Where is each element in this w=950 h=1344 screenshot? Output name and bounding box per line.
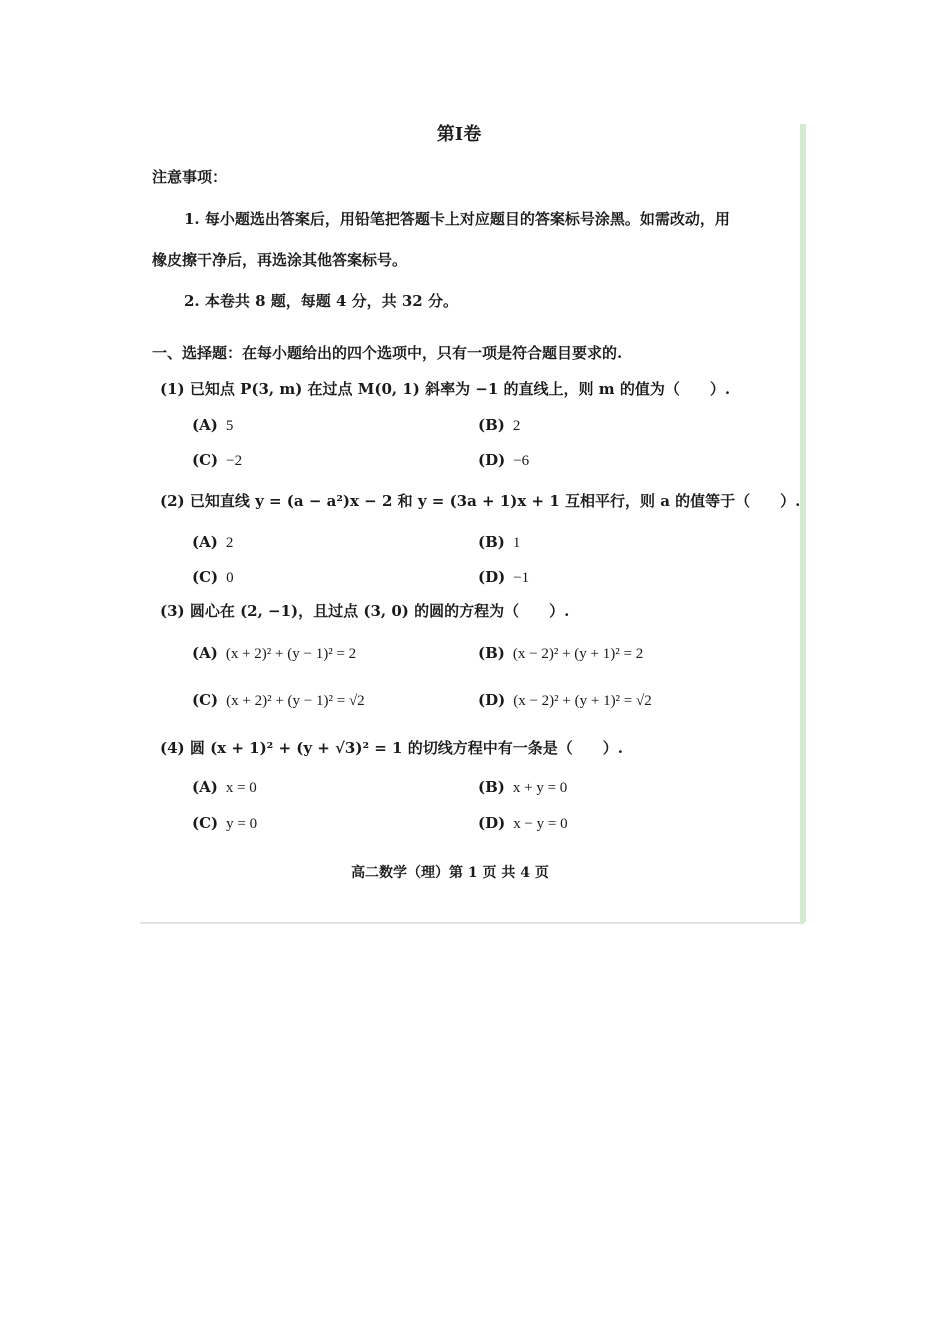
option-label: (C) xyxy=(192,451,219,469)
option-label: (D) xyxy=(478,451,506,469)
option-value: x = 0 xyxy=(225,780,257,796)
option-value: 5 xyxy=(225,418,234,434)
option-value: x − y = 0 xyxy=(513,816,568,832)
question-4-option-b xyxy=(478,777,567,798)
question-2-option-a xyxy=(192,532,233,553)
option-value: −1 xyxy=(513,570,530,586)
option-label: (D) xyxy=(478,814,506,832)
page-title: 第Ⅰ卷 xyxy=(436,124,482,145)
question-3-option-c xyxy=(192,690,365,711)
option-label: (A) xyxy=(192,533,218,551)
option-value: −6 xyxy=(513,453,530,469)
option-value: (x − 2)² + (y + 1)² = 2 xyxy=(512,646,644,662)
question-4-option-c xyxy=(192,813,257,834)
question-3-option-a xyxy=(192,643,356,664)
notice-2: 2. 本卷共 8 题，每题 4 分，共 32 分。 xyxy=(184,292,458,310)
option-value: 0 xyxy=(226,570,234,586)
option-label: (D) xyxy=(478,691,506,709)
question-2-option-b xyxy=(478,532,520,553)
option-label: (C) xyxy=(192,691,219,709)
option-label: (B) xyxy=(478,778,505,796)
option-value: 2 xyxy=(225,535,234,551)
option-value: y = 0 xyxy=(226,816,258,832)
question-3-stem: (3) 圆心在 (2, −1)，且过点 (3, 0) 的圆的方程为（ ）. xyxy=(160,602,570,620)
option-label: (A) xyxy=(192,416,218,434)
question-3-option-d xyxy=(478,690,652,711)
notice-1-line1: 1. 每小题选出答案后，用铅笔把答题卡上对应题目的答案标号涂黑。如需改动，用 xyxy=(184,210,730,228)
question-4-stem: (4) 圆 (x + 1)² + (y + √3)² = 1 的切线方程中有一条是（ ）. xyxy=(160,739,623,757)
option-label: (C) xyxy=(192,568,219,586)
question-4-option-d xyxy=(478,813,568,834)
option-label: (B) xyxy=(478,533,505,551)
question-1-option-b xyxy=(478,415,520,436)
option-value: (x + 2)² + (y − 1)² = 2 xyxy=(225,646,357,662)
option-label: (B) xyxy=(478,416,505,434)
scan-edge xyxy=(800,124,806,922)
option-label: (C) xyxy=(192,814,219,832)
question-1-option-c xyxy=(192,450,242,471)
question-2-option-d xyxy=(478,567,529,588)
question-1-stem: (1) 已知点 P(3, m) 在过点 M(0, 1) 斜率为 −1 的直线上，则 m 的值为（ ）. xyxy=(160,380,731,398)
question-1-option-d xyxy=(478,450,529,471)
question-3-option-b xyxy=(478,643,643,664)
notice-1-line2: 橡皮擦干净后，再选涂其他答案标号。 xyxy=(152,251,408,269)
option-label: (A) xyxy=(192,644,218,662)
option-value: −2 xyxy=(226,453,243,469)
option-value: (x + 2)² + (y − 1)² = √2 xyxy=(226,693,365,709)
option-label: (D) xyxy=(478,568,506,586)
option-label: (B) xyxy=(478,644,505,662)
option-value: x + y = 0 xyxy=(512,780,568,796)
option-value: 2 xyxy=(512,418,521,434)
option-value: (x − 2)² + (y + 1)² = √2 xyxy=(513,693,652,709)
question-2-option-c xyxy=(192,567,234,588)
option-value: 1 xyxy=(512,535,521,551)
question-1-option-a xyxy=(192,415,233,436)
notice-heading: 注意事项： xyxy=(152,168,228,186)
section-heading: 一、选择题：在每小题给出的四个选项中，只有一项是符合题目要求的. xyxy=(152,344,623,362)
option-label: (A) xyxy=(192,778,218,796)
question-2-stem: (2) 已知直线 y = (a − a²)x − 2 和 y = (3a + 1)x + 1 互相平行，则 a 的值等于（ ）. xyxy=(160,492,801,510)
question-4-option-a xyxy=(192,777,257,798)
page-footer: 高二数学（理）第 1 页 共 4 页 xyxy=(351,865,549,881)
scanned-page xyxy=(140,118,804,924)
